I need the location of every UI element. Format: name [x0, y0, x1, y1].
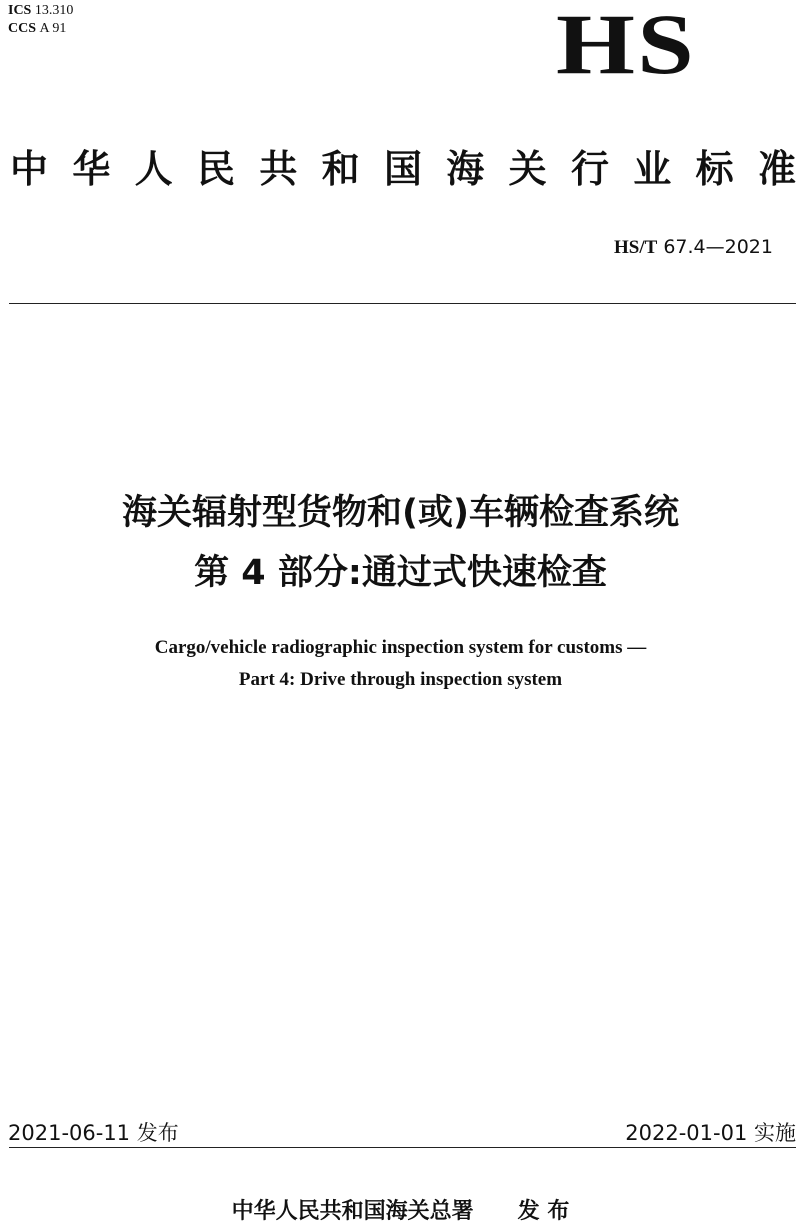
standard-type-char: 标: [695, 147, 734, 191]
ccs-code: CCS A 91: [8, 21, 67, 36]
standard-type-char: 海: [446, 147, 485, 191]
standard-type-char: 共: [259, 147, 298, 191]
standard-type-heading: [10, 146, 796, 192]
standard-type-char: 业: [633, 147, 672, 191]
standard-number: HS/T 67.4—2021: [613, 236, 773, 258]
standard-type-char: 关: [508, 147, 547, 191]
classification-codes: [8, 2, 73, 38]
publisher: 中华人民共和国海关总署 发 布: [231, 1199, 570, 1224]
chinese-title: 海关辐射型货物和(或)车辆检查系统 第 4 部分:通过式快速检查: [122, 493, 679, 593]
standard-type-char: 国: [383, 147, 422, 191]
standard-type-char: 民: [196, 147, 235, 191]
hs-logo: HS: [556, 0, 697, 92]
standard-type-char: 华: [72, 147, 111, 191]
standard-type-char: 人: [134, 147, 173, 191]
ics-code: ICS 13.310: [8, 3, 74, 18]
standard-type-char: 准: [757, 147, 796, 191]
top-divider: [9, 303, 796, 304]
issue-date: 2021-06-11 发布: [8, 1121, 179, 1145]
implementation-date: 2022-01-01 实施: [625, 1121, 796, 1145]
standard-type-char: 中: [10, 147, 49, 191]
english-title: Cargo/vehicle radiographic inspection system for customs — Part 4: Drive through inspection system: [154, 637, 647, 690]
bottom-divider: [9, 1147, 796, 1148]
standard-type-char: 和: [321, 147, 360, 191]
standard-type-char: 行: [570, 147, 609, 191]
